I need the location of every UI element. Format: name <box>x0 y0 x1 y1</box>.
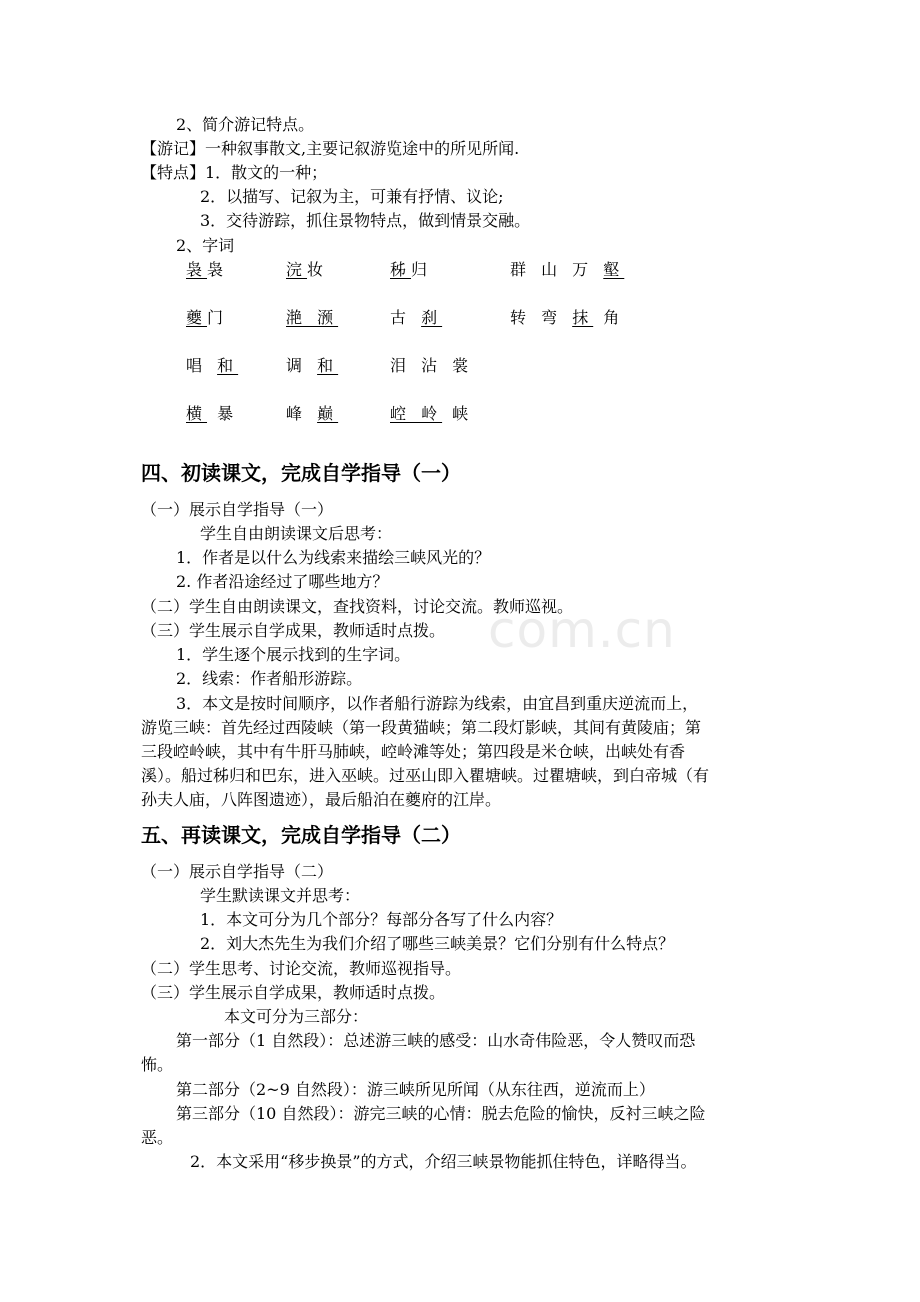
vocab-underlined: 崆 岭 <box>390 404 443 423</box>
vocab-char: 群 山 万 <box>510 260 604 279</box>
vocab-underlined: 袅 <box>186 260 208 279</box>
vocab-char: 调 <box>286 356 318 375</box>
vocab-word <box>286 355 338 377</box>
vocab-underlined: 横 <box>186 404 208 423</box>
vocab-underlined: 滟 滪 <box>286 308 339 327</box>
youji-definition: 【游记】一种叙事散文,主要记叙游览途中的所见所闻. <box>141 139 520 158</box>
vocab-char: 泪 沾 裳 <box>390 356 474 375</box>
vocab-word <box>286 307 338 329</box>
zici-heading: 2、字词 <box>176 236 235 255</box>
vocab-underlined: 巅 <box>317 404 339 423</box>
vocab-char: 归 <box>411 260 433 279</box>
section-5-line: （二）学生思考、讨论交流，教师巡视指导。 <box>141 959 462 978</box>
section-4-line: 2. 作者沿途经过了哪些地方？ <box>176 572 389 591</box>
vocab-word <box>510 259 624 281</box>
section-item-intro: 2、简介游记特点。 <box>176 115 315 134</box>
vocab-underlined: 和 <box>217 356 239 375</box>
tedian-item-2: 2．以描写、记叙为主，可兼有抒情、议论; <box>200 187 504 206</box>
vocab-char: 妆 <box>307 260 329 279</box>
section-5-line: 怖。 <box>141 1055 174 1074</box>
vocab-word <box>186 403 238 425</box>
section-4-line: 溪）。船过秭归和巴东，进入巫峡。过巫山即入瞿塘峡。过瞿塘峡，到白帝城（有 <box>141 766 710 785</box>
section-5-line: 第三部分（10 自然段）：游完三峡的心情：脱去危险的愉快，反衬三峡之险 <box>176 1104 706 1123</box>
section-5-line: 第二部分（2~9 自然段）：游三峡所见所闻（从东往西，逆流而上） <box>176 1080 655 1099</box>
section-5-line: 本文可分为三部分： <box>224 1007 369 1026</box>
vocab-word <box>186 355 238 377</box>
section-5-line: 2．本文采用“移步换景”的方式，介绍三峡景物能抓住特色，详略得当。 <box>190 1152 697 1171</box>
vocab-underlined: 刹 <box>421 308 443 327</box>
section-5-line: 第一部分（1 自然段）：总述游三峡的感受：山水奇伟险恶，令人赞叹而恐 <box>176 1031 696 1050</box>
section-4-line: 2．线索：作者船形游踪。 <box>176 669 363 688</box>
section-4-line: （二）学生自由朗读课文，查找资料，讨论交流。教师巡视。 <box>141 597 574 616</box>
vocab-char: 门 <box>207 308 229 327</box>
vocab-char: 角 <box>593 308 625 327</box>
vocab-underlined: 抹 <box>572 308 594 327</box>
section-5-heading: 五、再读课文，完成自学指导（二） <box>141 823 461 847</box>
section-4-line: 学生自由朗读课文后思考： <box>200 524 393 543</box>
section-5-line: 1．本文可分为几个部分？每部分各写了什么内容？ <box>200 910 563 929</box>
tedian-item-3: 3．交待游踪，抓住景物特点，做到情景交融。 <box>200 211 531 230</box>
section-4-line: （一）展示自学指导（一） <box>141 500 334 519</box>
vocab-word <box>286 403 338 425</box>
vocab-word <box>186 307 228 329</box>
section-4-line: （三）学生展示自学成果，教师适时点拨。 <box>141 621 446 640</box>
section-4-heading: 四、初读课文，完成自学指导（一） <box>141 461 461 485</box>
section-4-line: 三段崆岭峡，其中有牛肝马肺峡，崆岭滩等处；第四段是米仓峡，出峡处有香 <box>141 742 686 761</box>
vocab-word <box>390 403 473 425</box>
section-4-line: 1．学生逐个展示找到的生字词。 <box>176 645 411 664</box>
section-4-line: 游览三峡：首先经过西陵峡（第一段黄猫峡；第二段灯影峡，其间有黄陵庙；第 <box>141 718 702 737</box>
tedian-item-1: 【特点】1．散文的一种； <box>141 163 328 182</box>
vocab-underlined: 夔 <box>186 308 208 327</box>
vocab-word <box>390 259 432 281</box>
vocab-char: 唱 <box>186 356 218 375</box>
vocab-word <box>390 307 442 329</box>
vocab-word <box>390 355 473 377</box>
section-4-line: 3．本文是按时间顺序，以作者船行游踪为线索，由宜昌到重庆逆流而上， <box>176 694 699 713</box>
vocab-char: 古 <box>390 308 422 327</box>
vocab-word <box>510 307 624 329</box>
vocab-underlined: 和 <box>317 356 339 375</box>
vocab-underlined: 浣 <box>286 260 308 279</box>
vocab-char: 暴 <box>207 404 239 423</box>
vocab-char: 袅 <box>207 260 229 279</box>
section-5-line: 恶。 <box>141 1128 174 1147</box>
vocab-word <box>186 259 228 281</box>
section-5-line: 2．刘大杰先生为我们介绍了哪些三峡美景？它们分别有什么特点？ <box>200 934 675 953</box>
section-4-line: 孙夫人庙，八阵图遗迹），最后船泊在夔府的江岸。 <box>141 790 502 809</box>
watermark: com.cn <box>488 601 676 659</box>
section-5-line: 学生默读课文并思考： <box>200 886 361 905</box>
vocab-char: 峰 <box>286 404 318 423</box>
vocab-word <box>286 259 328 281</box>
vocab-underlined: 秭 <box>390 260 412 279</box>
vocab-char: 峡 <box>442 404 474 423</box>
section-5-line: （一）展示自学指导（二） <box>141 862 334 881</box>
vocab-char: 转 弯 <box>510 308 573 327</box>
vocab-underlined: 壑 <box>603 260 625 279</box>
section-5-line: （三）学生展示自学成果，教师适时点拨。 <box>141 983 446 1002</box>
section-4-line: 1．作者是以什么为线索来描绘三峡风光的？ <box>176 548 491 567</box>
